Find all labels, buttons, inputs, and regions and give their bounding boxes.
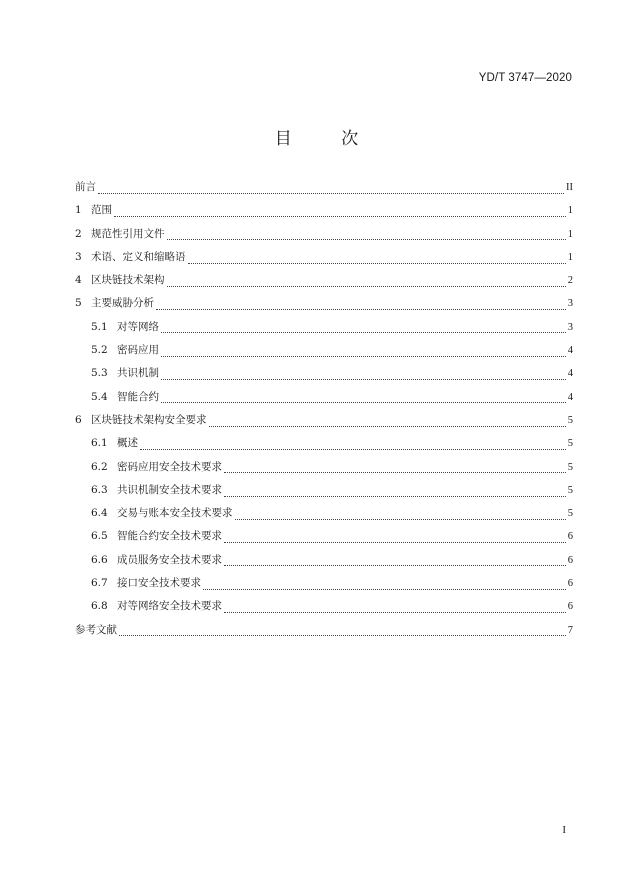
toc-entry-page: 1 [567,251,573,263]
toc-entry-number: 4 [75,274,82,287]
toc-entry-label: 范围 [91,204,112,217]
toc-entry-page: 5 [567,508,573,520]
toc-entry-label: 密码应用 [117,344,159,357]
toc-entry-label: 智能合约安全技术要求 [117,530,222,543]
toc-entry-page: 3 [567,321,573,333]
toc-entry-page: 1 [567,205,573,217]
toc-entry[interactable] [75,435,573,458]
toc-entry-page: 6 [567,601,573,613]
toc-entry-page: 5 [567,414,573,426]
toc-dot-leader [224,564,566,566]
toc-entry[interactable] [75,528,573,551]
toc-entry-label: 交易与账本安全技术要求 [117,507,233,520]
toc-entry[interactable] [75,319,573,342]
standard-number: YD/T 3747—2020 [478,72,572,84]
toc-dot-leader [224,471,566,473]
toc-dot-leader [98,192,564,194]
toc-entry[interactable] [75,482,573,505]
toc-entry-page: 6 [567,531,573,543]
toc-entry[interactable] [75,459,573,482]
toc-dot-leader [161,331,566,333]
toc-dot-leader [203,588,566,590]
toc-entry-number: 6.7 [91,577,108,590]
toc-entry[interactable] [75,179,573,202]
toc-entry[interactable] [75,202,573,225]
toc-entry-label: 智能合约 [117,390,159,403]
toc-dot-leader [167,238,566,240]
toc-dot-leader [235,518,566,520]
toc-dot-leader [114,215,566,217]
toc-entry-page: 5 [567,461,573,473]
toc-entry-label: 前言 [75,181,96,193]
toc-entry-number: 6.1 [91,437,108,450]
toc-entry[interactable] [75,552,573,575]
toc-entry[interactable] [75,505,573,528]
toc-entry-label: 区块链技术架构 [91,274,165,287]
toc-entry-label: 共识机制安全技术要求 [117,483,222,496]
toc-entry-page: 2 [567,275,573,287]
toc-entry-number: 3 [75,250,82,263]
toc-entry-label: 规范性引用文件 [91,227,165,240]
toc-entry-number: 5.4 [91,390,108,403]
toc-entry[interactable] [75,575,573,598]
toc-entry-page: 6 [567,578,573,590]
toc-entry-number: 5.3 [91,367,108,380]
toc-entry-label: 对等网络安全技术要求 [117,600,222,613]
toc-entry-page: 5 [567,438,573,450]
toc-entry[interactable] [75,226,573,249]
toc-dot-leader [161,401,566,403]
toc-dot-leader [161,378,566,380]
toc-entry[interactable] [75,272,573,295]
toc-entry-number: 6.8 [91,600,108,613]
toc-entry-page: 5 [567,484,573,496]
toc-entry-label: 共识机制 [117,367,159,380]
toc-entry[interactable] [75,389,573,412]
toc-entry-label: 术语、定义和缩略语 [91,250,186,263]
toc-entry-number: 5 [75,297,82,310]
toc-dot-leader [140,448,566,450]
toc-entry[interactable] [75,365,573,388]
toc-entry-label: 对等网络 [117,320,159,333]
toc-dot-leader [156,308,566,310]
toc-dot-leader [161,355,566,357]
toc-dot-leader [209,425,566,427]
toc-dot-leader [224,495,566,497]
toc-entry-label: 成员服务安全技术要求 [117,553,222,566]
toc-entry-page: 1 [567,228,573,240]
toc-entry-label: 密码应用安全技术要求 [117,460,222,473]
toc-entry-page: 3 [567,298,573,310]
toc-entry-number: 5.1 [91,320,108,333]
toc-entry-number: 6.6 [91,553,108,566]
toc-title: 目 次 [274,129,381,149]
toc-entry-page: 4 [567,345,573,357]
toc-dot-leader [119,634,566,636]
toc-entry[interactable] [75,295,573,318]
page-number: I [562,824,566,836]
toc-entry-number: 2 [75,227,82,240]
toc-entry-page: II [566,182,573,193]
toc-entry-number: 1 [75,204,82,217]
toc-entry-number: 6.2 [91,460,108,473]
toc-entry[interactable] [75,598,573,621]
toc-entry[interactable] [75,249,573,272]
toc-entry-page: 6 [567,554,573,566]
toc-entry[interactable] [75,622,573,645]
toc-entry-number: 6.5 [91,530,108,543]
toc-dot-leader [188,262,566,264]
toc-entry[interactable] [75,412,573,435]
toc-entry-number: 5.2 [91,344,108,357]
toc-entry-number: 6.3 [91,483,108,496]
toc-entry-label: 区块链技术架构安全要求 [91,413,207,426]
toc-entry-number: 6.4 [91,507,108,520]
toc-entry-number: 6 [75,413,82,426]
toc-dot-leader [224,611,566,613]
toc-entry-label: 概述 [117,437,138,450]
toc-entry-page: 7 [567,624,573,636]
toc-dot-leader [224,541,566,543]
toc-entry-label: 接口安全技术要求 [117,577,201,590]
toc-entry-label: 参考文献 [75,623,117,636]
toc-entry-label: 主要威胁分析 [91,297,154,310]
toc-dot-leader [167,285,566,287]
toc-entry-page: 4 [567,368,573,380]
toc-entry-page: 4 [567,391,573,403]
toc-entry[interactable] [75,342,573,365]
table-of-contents [75,179,573,645]
